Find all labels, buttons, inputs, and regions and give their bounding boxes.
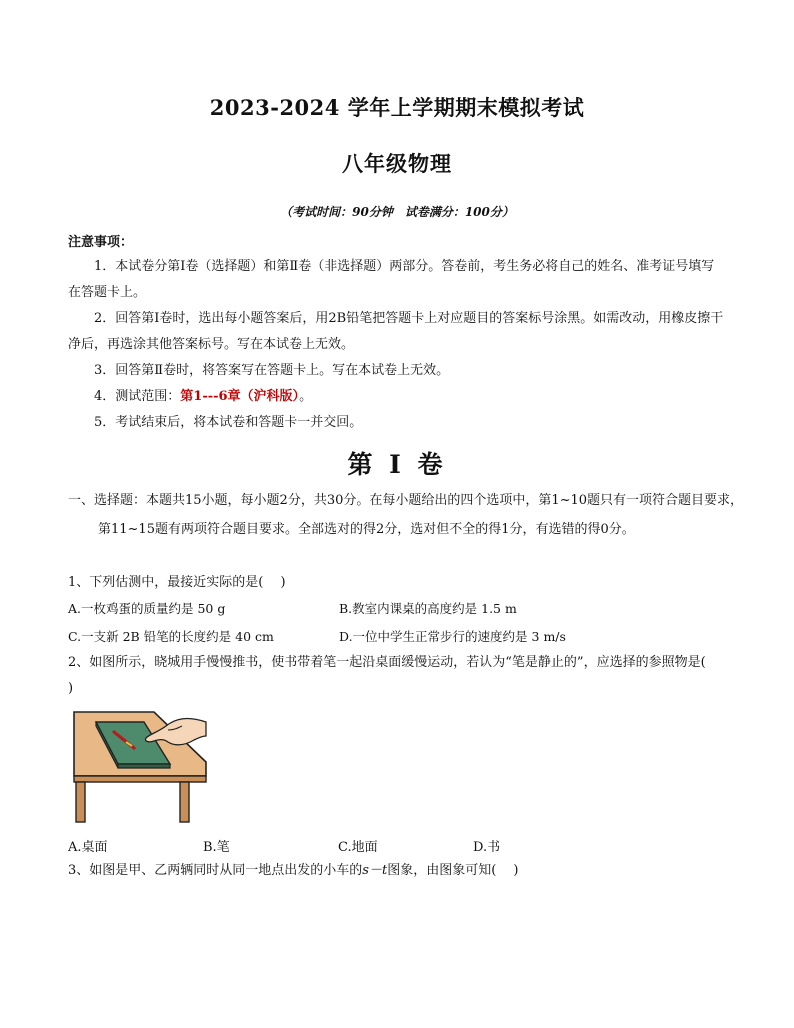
question-1-stem: 1、下列估测中，最接近实际的是( ) — [68, 575, 286, 590]
notice-item-3: 3．回答第Ⅱ卷时，将答案写在答题卡上。写在本试卷上无效。 — [94, 363, 450, 378]
table-leg-right — [180, 782, 189, 822]
q1-opt-b-text: B.教室内课桌的高度约是 1.5 m — [339, 601, 517, 616]
exam-subtitle: 八年级物理 — [342, 151, 452, 176]
notice-item-4-suffix: 。 — [299, 389, 313, 404]
section-instruction: 一、选择题：本题共15小题，每小题2分，共30分。在每小题给出的四个选项中，第1~10题只有一项符合题目要求，第11~15题有两项符合题目要求。全部选对的得2分，选对但不全的得1分，有选错的得0分。 — [68, 493, 744, 537]
notice-item-5: 5．考试结束后，将本试卷和答题卡一并交回。 — [94, 415, 363, 430]
notice-item-1: 1．本试卷分第Ⅰ卷（选择题）和第Ⅱ卷（非选择题）两部分。答卷前，考生务必将自己的姓名、准考证号填写在答题卡上。 — [68, 259, 715, 300]
question-2-option-d: D.书 — [473, 840, 501, 855]
exam-info: （考试时间：90分钟 试卷满分：100分） — [280, 205, 514, 219]
question-1-option-c — [68, 627, 274, 645]
q3-stem-prefix: 3、如图是甲、乙两辆同时从同一地点出发的小车的 — [68, 863, 363, 878]
question-2-option-b: B.笔 — [203, 840, 230, 855]
notice-item-2: 2．回答第Ⅰ卷时，选出每小题答案后，用2B铅笔把答题卡上对应题目的答案标号涂黑。如需改动，用橡皮擦干净后，再选涂其他答案标号。写在本试卷上无效。 — [68, 311, 724, 352]
exam-title: 2023-2024 学年上学期期末模拟考试 — [209, 95, 585, 120]
question-2-option-a: A.桌面 — [68, 840, 108, 855]
notice-item-4-prefix: 4．测试范围： — [94, 389, 181, 404]
table-edge — [74, 776, 206, 782]
table-leg-left — [76, 782, 85, 822]
q1-opt-d-text: D.一位中学生正常步行的速度约是 3 m/s — [339, 629, 566, 644]
book-pen-hand-illustration — [72, 704, 208, 824]
q3-stem-math: s－t — [362, 863, 388, 878]
notice-heading: 注意事项： — [68, 235, 134, 250]
section-title: 第 I 卷 — [347, 450, 447, 479]
q1-opt-c-text: C.一支新 2B 铅笔的长度约是 40 cm — [68, 629, 274, 644]
question-2-stem: 2、如图所示，晓城用手慢慢推书，使书带着笔一起沿桌面缓慢运动，若认为“笔是静止的”，应选择的参照物是( ) — [68, 655, 723, 696]
q1-opt-a-text: A.一枚鸡蛋的质量约是 50 g — [68, 601, 226, 616]
question-2-option-c: C.地面 — [338, 840, 378, 855]
q3-stem-suffix: 图象，由图象可知( ) — [387, 863, 519, 878]
question-1-option-b — [339, 599, 517, 617]
question-1-option-d — [339, 627, 566, 645]
question-1-option-a — [68, 599, 225, 617]
question-3-stem — [68, 858, 518, 884]
notice-item-4 — [68, 384, 726, 410]
test-range-highlight: 第1---6章（沪科版） — [180, 389, 300, 404]
